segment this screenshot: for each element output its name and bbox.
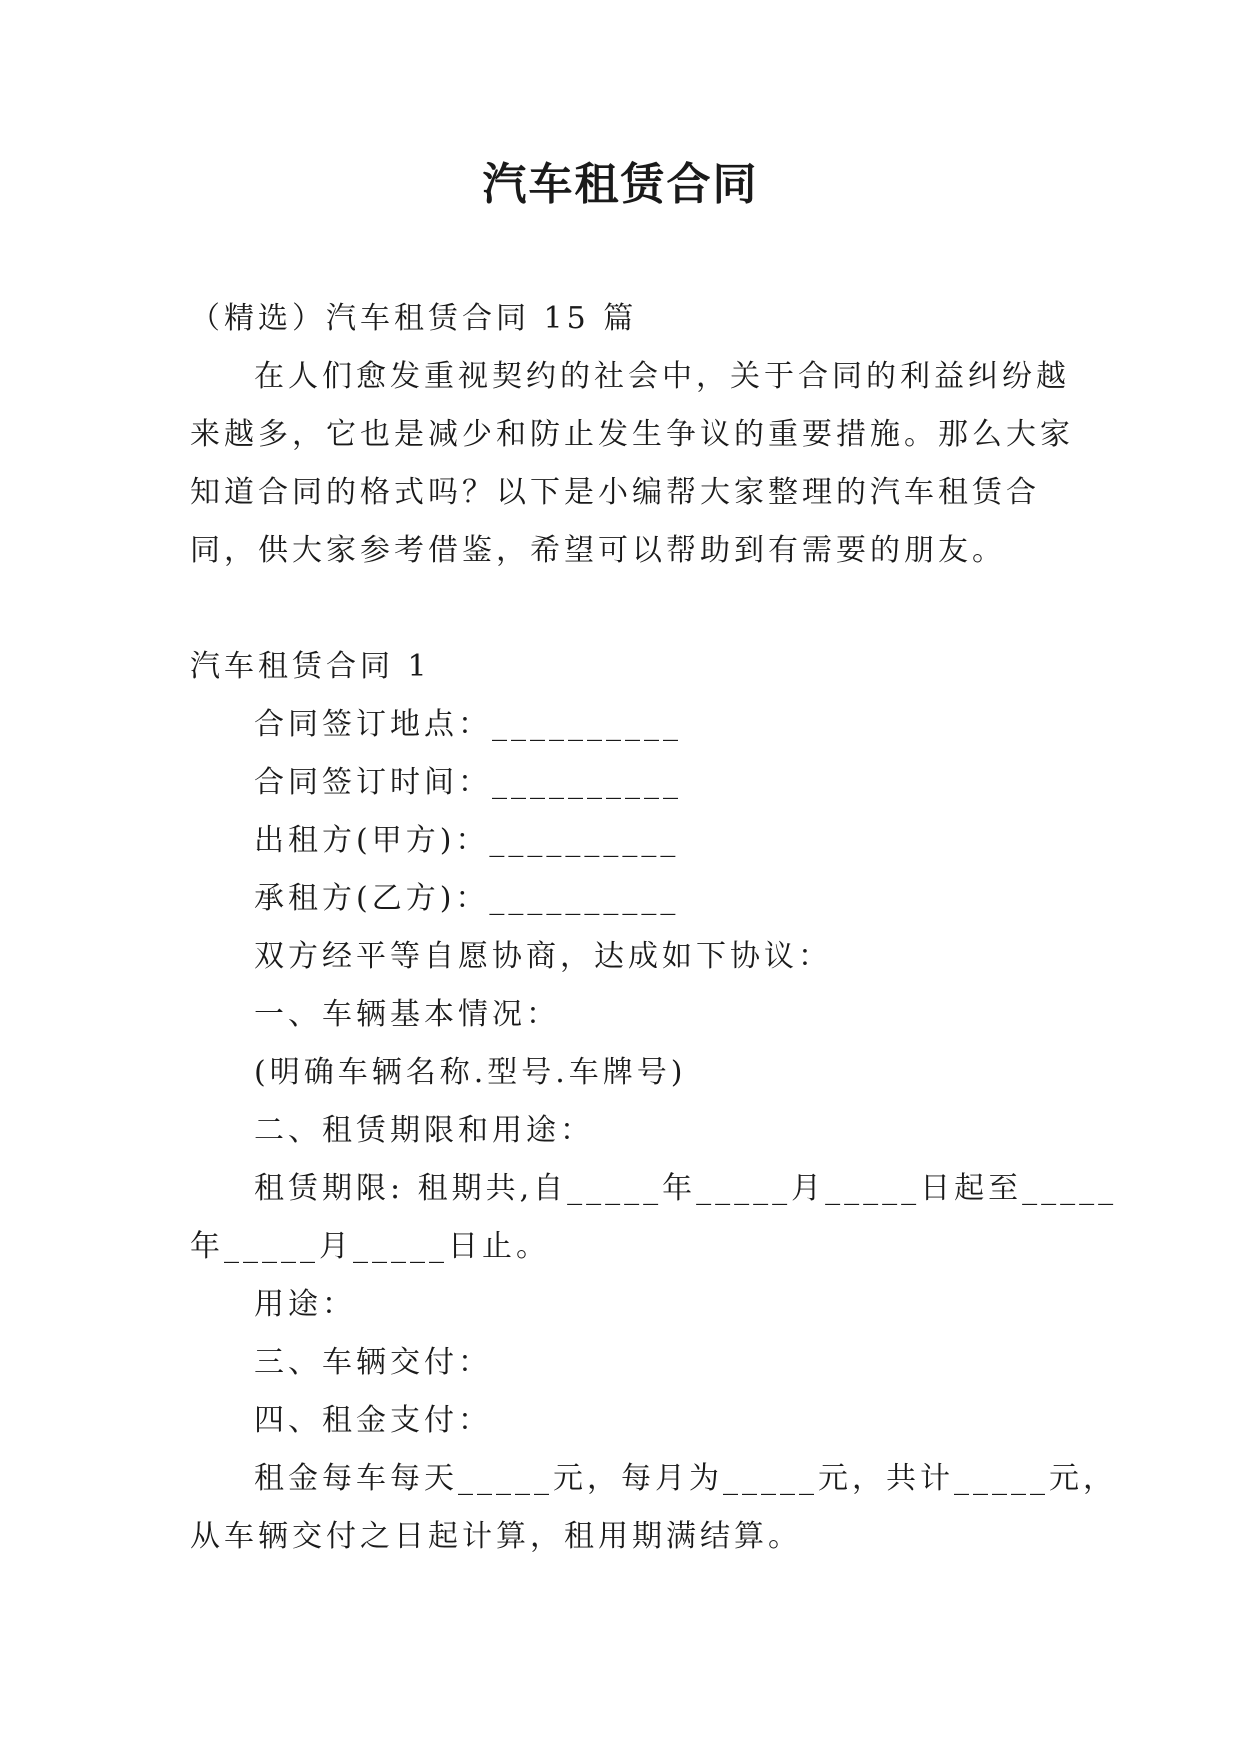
fill-blank: __________ xyxy=(492,707,682,742)
field-sign-time xyxy=(190,754,1050,812)
document-body xyxy=(190,290,1118,1566)
spacer xyxy=(190,580,1050,638)
intro-line-3: 知道合同的格式吗？以下是小编帮大家整理的汽车租赁合 xyxy=(190,475,1040,510)
rent-line-2: 从车辆交付之日起计算，租用期满结算。 xyxy=(190,1519,802,1554)
rental-period-line-2: 年_____月_____日止。 xyxy=(190,1229,550,1264)
section-heading: 汽车租赁合同 1 xyxy=(190,649,431,684)
document-title: 汽车租赁合同 xyxy=(482,159,759,210)
usage-line: 用途： xyxy=(254,1287,356,1322)
fill-blank: __________ xyxy=(489,881,680,916)
clause-1-heading: 一、车辆基本情况： xyxy=(254,997,560,1032)
subtitle: （精选）汽车租赁合同 15 篇 xyxy=(190,301,638,336)
intro-line-1: 在人们愈发重视契约的社会中，关于合同的利益纠纷越 xyxy=(254,359,1070,394)
field-label: 出租方(甲方)： xyxy=(254,823,490,858)
field-lessee xyxy=(190,870,1050,928)
field-label: 承租方(乙方)： xyxy=(254,881,490,916)
field-lessor xyxy=(190,812,1050,870)
field-sign-place xyxy=(190,696,1050,754)
rent-line-1: 租金每车每天_____元，每月为_____元，共计_____元， xyxy=(254,1461,1117,1496)
fill-blank: __________ xyxy=(492,765,682,800)
rental-period-line-1: 租赁期限: 租期共,自_____年_____月_____日起至_____ xyxy=(254,1171,1118,1206)
intro-line-4: 同，供大家参考借鉴，希望可以帮助到有需要的朋友。 xyxy=(190,533,1006,568)
intro-line-2: 来越多，它也是减少和防止发生争议的重要措施。那么大家 xyxy=(190,417,1074,452)
clause-3-heading: 三、车辆交付： xyxy=(254,1345,492,1380)
agreement-statement: 双方经平等自愿协商，达成如下协议： xyxy=(254,939,832,974)
clause-4-heading: 四、租金支付： xyxy=(254,1403,492,1438)
fill-blank: __________ xyxy=(489,823,680,858)
clause-2-heading: 二、租赁期限和用途： xyxy=(254,1113,594,1148)
clause-1-note: (明确车辆名称.型号.车牌号) xyxy=(254,1055,687,1090)
field-label: 合同签订地点： xyxy=(254,707,492,742)
field-label: 合同签订时间： xyxy=(254,765,492,800)
